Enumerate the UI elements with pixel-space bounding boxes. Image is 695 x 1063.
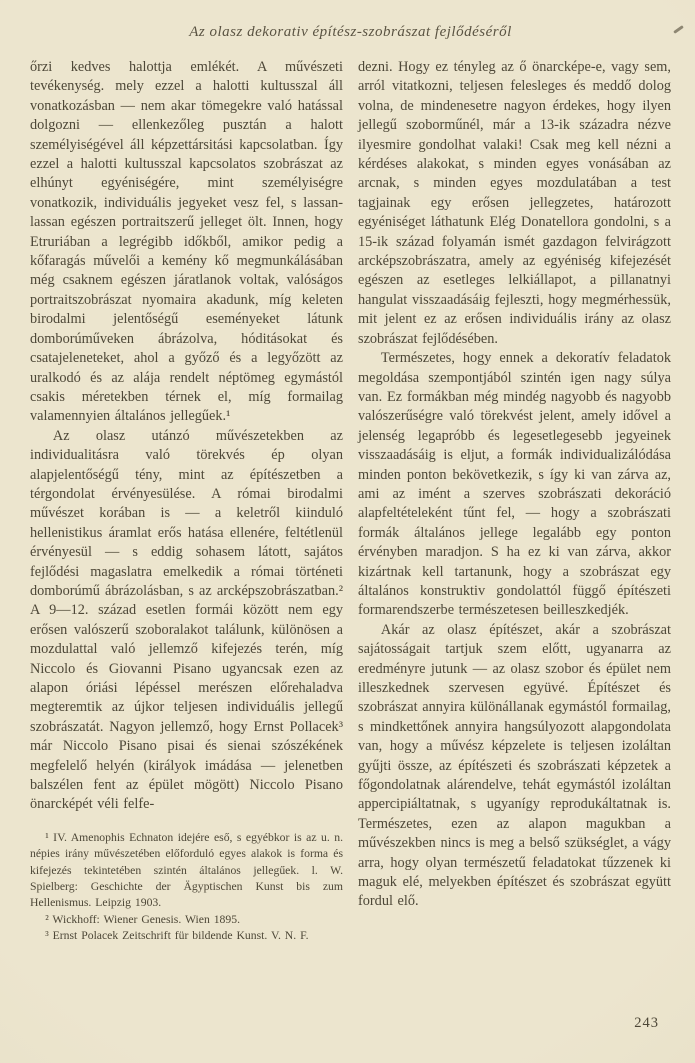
body-paragraph: Akár az olasz építészet, akár a szobrászat sajátosságait tartjuk szem előtt, ugyanarra az eredményre jutunk — az olasz szobor és épület nem illeszkednek szervesen együvé. Építészet és szobrászat annyira különállanak egymástól formailag, s mindkettőnek annyira hangsúlyozott alapgondolata van, hogy a művész képzelete is teljesen izoláltan gyűjti össze, az építészeti és szobrászati képzetek a főgondolatnak alárendelve, tehát egymástól izoláltan appercipiáltatnak, s ugyanígy reprodukáltatnak is. Természetes, ezen az alapon magukban a művészekben nincs is meg a belső szükséglet, a vágy arra, hogy olyan természetű feladatokat tűzzenek ki maguk elé, melyekben építészet és szobrászat együtt fordul elő. — [358, 621, 671, 910]
page-number: 243 — [634, 1015, 659, 1031]
body-paragraph: Természetes, hogy ennek a dekoratív feladatok megoldása szempontjából szintén igen nagy súlya van. Ez formákban még mindég nagyobb és nagyobb valószerűségre való törekvést jelent, amely idővel a jelenség legapróbb és legesetlegesebb jegyeinek visszaadásáig is eljut, a formák individualizálódása minden ponton bekövetkezik, s így ki van zárva az, ami az imént a szerves szobrászati dekoráció alapfeltételeként tűnt fel, — hogy a szobrászati formák általános jellege legalább egy ponton érvényben maradjon. S ha ez ki van zárva, akkor kizártnak kell tartanunk, hogy a szobrászat egy általános konstruktiv gondolattól függő építészeti formarendszerbe természetesen beilleszkedjék. — [358, 350, 671, 619]
footnotes-block — [30, 830, 343, 945]
left-column — [30, 58, 343, 1046]
body-paragraph: Az olasz utánzó művészetekben az individualitásra való törekvés ép olyan alapjelentőségű tény, mint az építészetben a térgondolat érvényesülése. A római birodalmi művészet korában is — a keletről kiinduló hellenistikus áramlat erős hatása ellenére, feltétlenül érvényesül — s eddig sohasem látott, sajátos fejlődési magaslatra emelkedik a római történeti domborúmű ábrázolásban, s az arcképszobrászatban.² A 9—12. század esetlen formái között nem egy erősen valószerű szoboralakot találunk, különösen a mozdulattal való jellemző kifejezés terén, míg Niccolo és Giovanni Pisano ugyancsak ezen az alapon óriási lépéssel merészen előrehaladva megteremtik az újkor teljesen individuális jellegű szobrászatát. Nagyon jellemző, hogy Ernst Pollacek³ már Niccolo Pisano pisai és sienai szószékének megfelelő helyén (királyok imádása — jelenetben balszélen fent az épület mögött) Niccolo Pisano önarcképét véli felfe- — [30, 427, 343, 813]
body-paragraph: dezni. Hogy ez tényleg az ő önarcképe-e, vagy sem, arról vitatkozni, teljesen felesleges és meddő dolog volna, de mindenesetre nagyon érdekes, hogy ilyen jellegű szoborműnél, már a 13-ik századra nézve ilyesmire gondolhat valaki! Csak meg kell nézni a kérdéses alakokat, s minden egyes vonásában az arcnak, s minden egyes mozdulatában a test tagjainak egy erősen jellegzetes, határozott egyéniséget láthatunk Elég Donatellora gondolni, s a 15-ik század folyamán ismét gazdagon felvirágzott arcképszobrászatra, amely az egyéniség kifejezését egészen az esetleges lelkiállapot, a pillanatnyi hangulat visszaadásáig fejleszti, hogy megmérhessük, mit jelent ez az erősen individuális irány az olasz szobrászat fejlődésében. — [358, 59, 671, 347]
footnote: ³ Ernst Polacek Zeitschrift für bildende Kunst. V. N. F. — [45, 929, 309, 943]
scan-artifact-mark — [673, 25, 684, 34]
page-header-title: Az olasz dekorativ építész-szobrászat fejlődéséről — [189, 24, 512, 40]
footnote: ² Wickhoff: Wiener Genesis. Wien 1895. — [45, 912, 241, 926]
two-column-text-layout — [30, 58, 671, 1046]
right-column — [358, 58, 671, 1046]
body-paragraph: őrzi kedves halottja emlékét. A művészeti tevékenység. mely ezzel a halotti kultusszal áll vonatkozásban — nem akar tömegekre való hatással dolgozni — ellenkezőleg pusztán a halott személyiségével áll képzettársitási kapcsolatban. Így ezzel a halotti kultusszal kapcsolatos szobrászat az elhúnyt egyéniségére, mint személyiségre vonatkozik, individuális jegyeket vesz fel, s lassan-lassan egészen portraitszerű jelleget ölt. Innen, hogy Etruriában a legrégibb időkből, amikor pedig a kőfaragás művelői a kemény kő megmunkálásában még csaknem egészen járatlanok voltak, valóságos portraitszobrászat nyomaira akadunk, míg keleten birodalmi jelentőségű eseményeket látunk domborúműveken ábrázolva, hóditásokat és csatajeleneteket, ahol a győző és a legyőzött az uralkodó és az alája rendelt néptömeg egymástól csakis méretekben térnek el, míg formailag valamennyien általános jellegűek.¹ — [30, 59, 343, 425]
footnote: ¹ IV. Amenophis Echnaton idejére eső, s egyébkor is az u. n. népies irány művészetében előforduló egyes alakok is forma és kifejezés tekintetében szintén általános jellegűek. l. W. Spielberg: Geschichte der Ägyptischen Kunst bis zum Hellenismus. Leipzig 1903. — [30, 830, 343, 910]
